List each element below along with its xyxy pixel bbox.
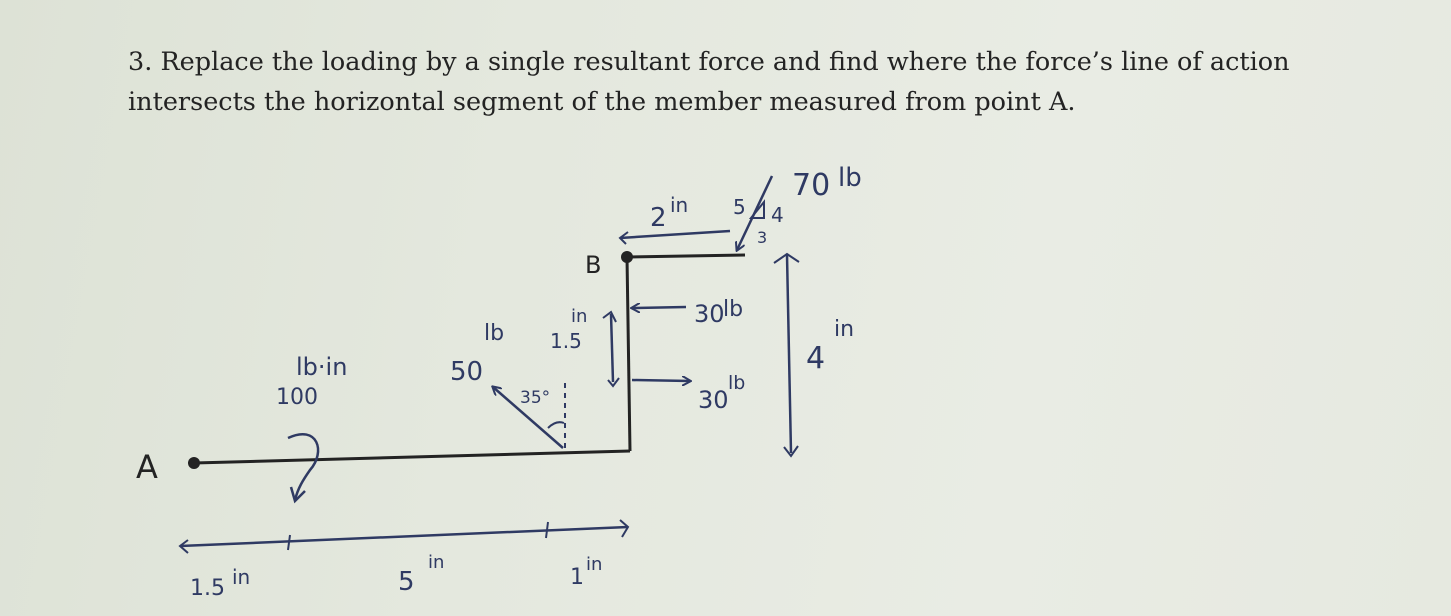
slope-label-5: 5	[733, 195, 746, 219]
bottom-dim-1-value: 1.5	[190, 576, 225, 601]
angle-arc	[548, 422, 564, 428]
vertical-dim-line	[611, 314, 613, 382]
point-a-label: A	[136, 448, 158, 486]
right-dim-value: 4	[806, 341, 826, 376]
upper-force-unit: lb	[723, 297, 744, 322]
inclined-force-unit: lb	[484, 321, 505, 346]
member-vertical-segment	[627, 257, 630, 451]
slope-label-3: 3	[757, 228, 768, 247]
problem-number: 3.	[128, 47, 153, 77]
lower-force-arrow	[632, 380, 690, 381]
bottom-dim-tick-1	[288, 535, 290, 550]
bottom-dim-1-unit: in	[232, 565, 251, 589]
member-horizontal-segment	[194, 451, 630, 463]
inclined-force-angle: 35°	[520, 388, 551, 408]
top-force-unit: lb	[838, 163, 862, 193]
bottom-dim-3-unit: in	[586, 554, 603, 575]
upper-force-arrow	[632, 307, 686, 308]
vertical-dim-unit: in	[571, 306, 588, 327]
member-top-segment	[627, 255, 745, 257]
top-dim-value: 2	[650, 203, 667, 233]
point-a-dot	[188, 457, 200, 469]
problem-text: Replace the loading by a single resultant force and find where the force’s line of action intersects the horizontal segment of the member measured from point A.	[128, 47, 1290, 117]
moment-unit: lb·in	[296, 353, 348, 381]
bottom-dim-tick-2	[546, 522, 548, 538]
bottom-dim-2-unit: in	[428, 552, 445, 573]
top-force-value: 70	[792, 168, 831, 203]
point-b-dot	[621, 251, 633, 263]
moment-arrow-icon	[288, 434, 318, 501]
right-dim-line	[787, 255, 791, 453]
point-b-label: B	[585, 251, 602, 279]
top-dim-unit: in	[670, 193, 689, 217]
moment-value: 100	[276, 385, 318, 410]
right-dim-unit: in	[834, 317, 855, 342]
lower-force-value: 30	[698, 386, 729, 414]
vertical-dim-tick-top	[603, 312, 616, 322]
lower-force-unit: lb	[728, 372, 746, 394]
bottom-dim-line	[180, 527, 628, 546]
vertical-dim-value: 1.5	[550, 329, 582, 353]
upper-force-value: 30	[694, 300, 725, 328]
slope-label-4: 4	[771, 203, 784, 227]
bottom-dim-3-value: 1	[570, 565, 584, 590]
bottom-dim-2-value: 5	[398, 567, 415, 597]
inclined-force-value: 50	[450, 357, 484, 387]
top-dim-line	[620, 231, 730, 238]
